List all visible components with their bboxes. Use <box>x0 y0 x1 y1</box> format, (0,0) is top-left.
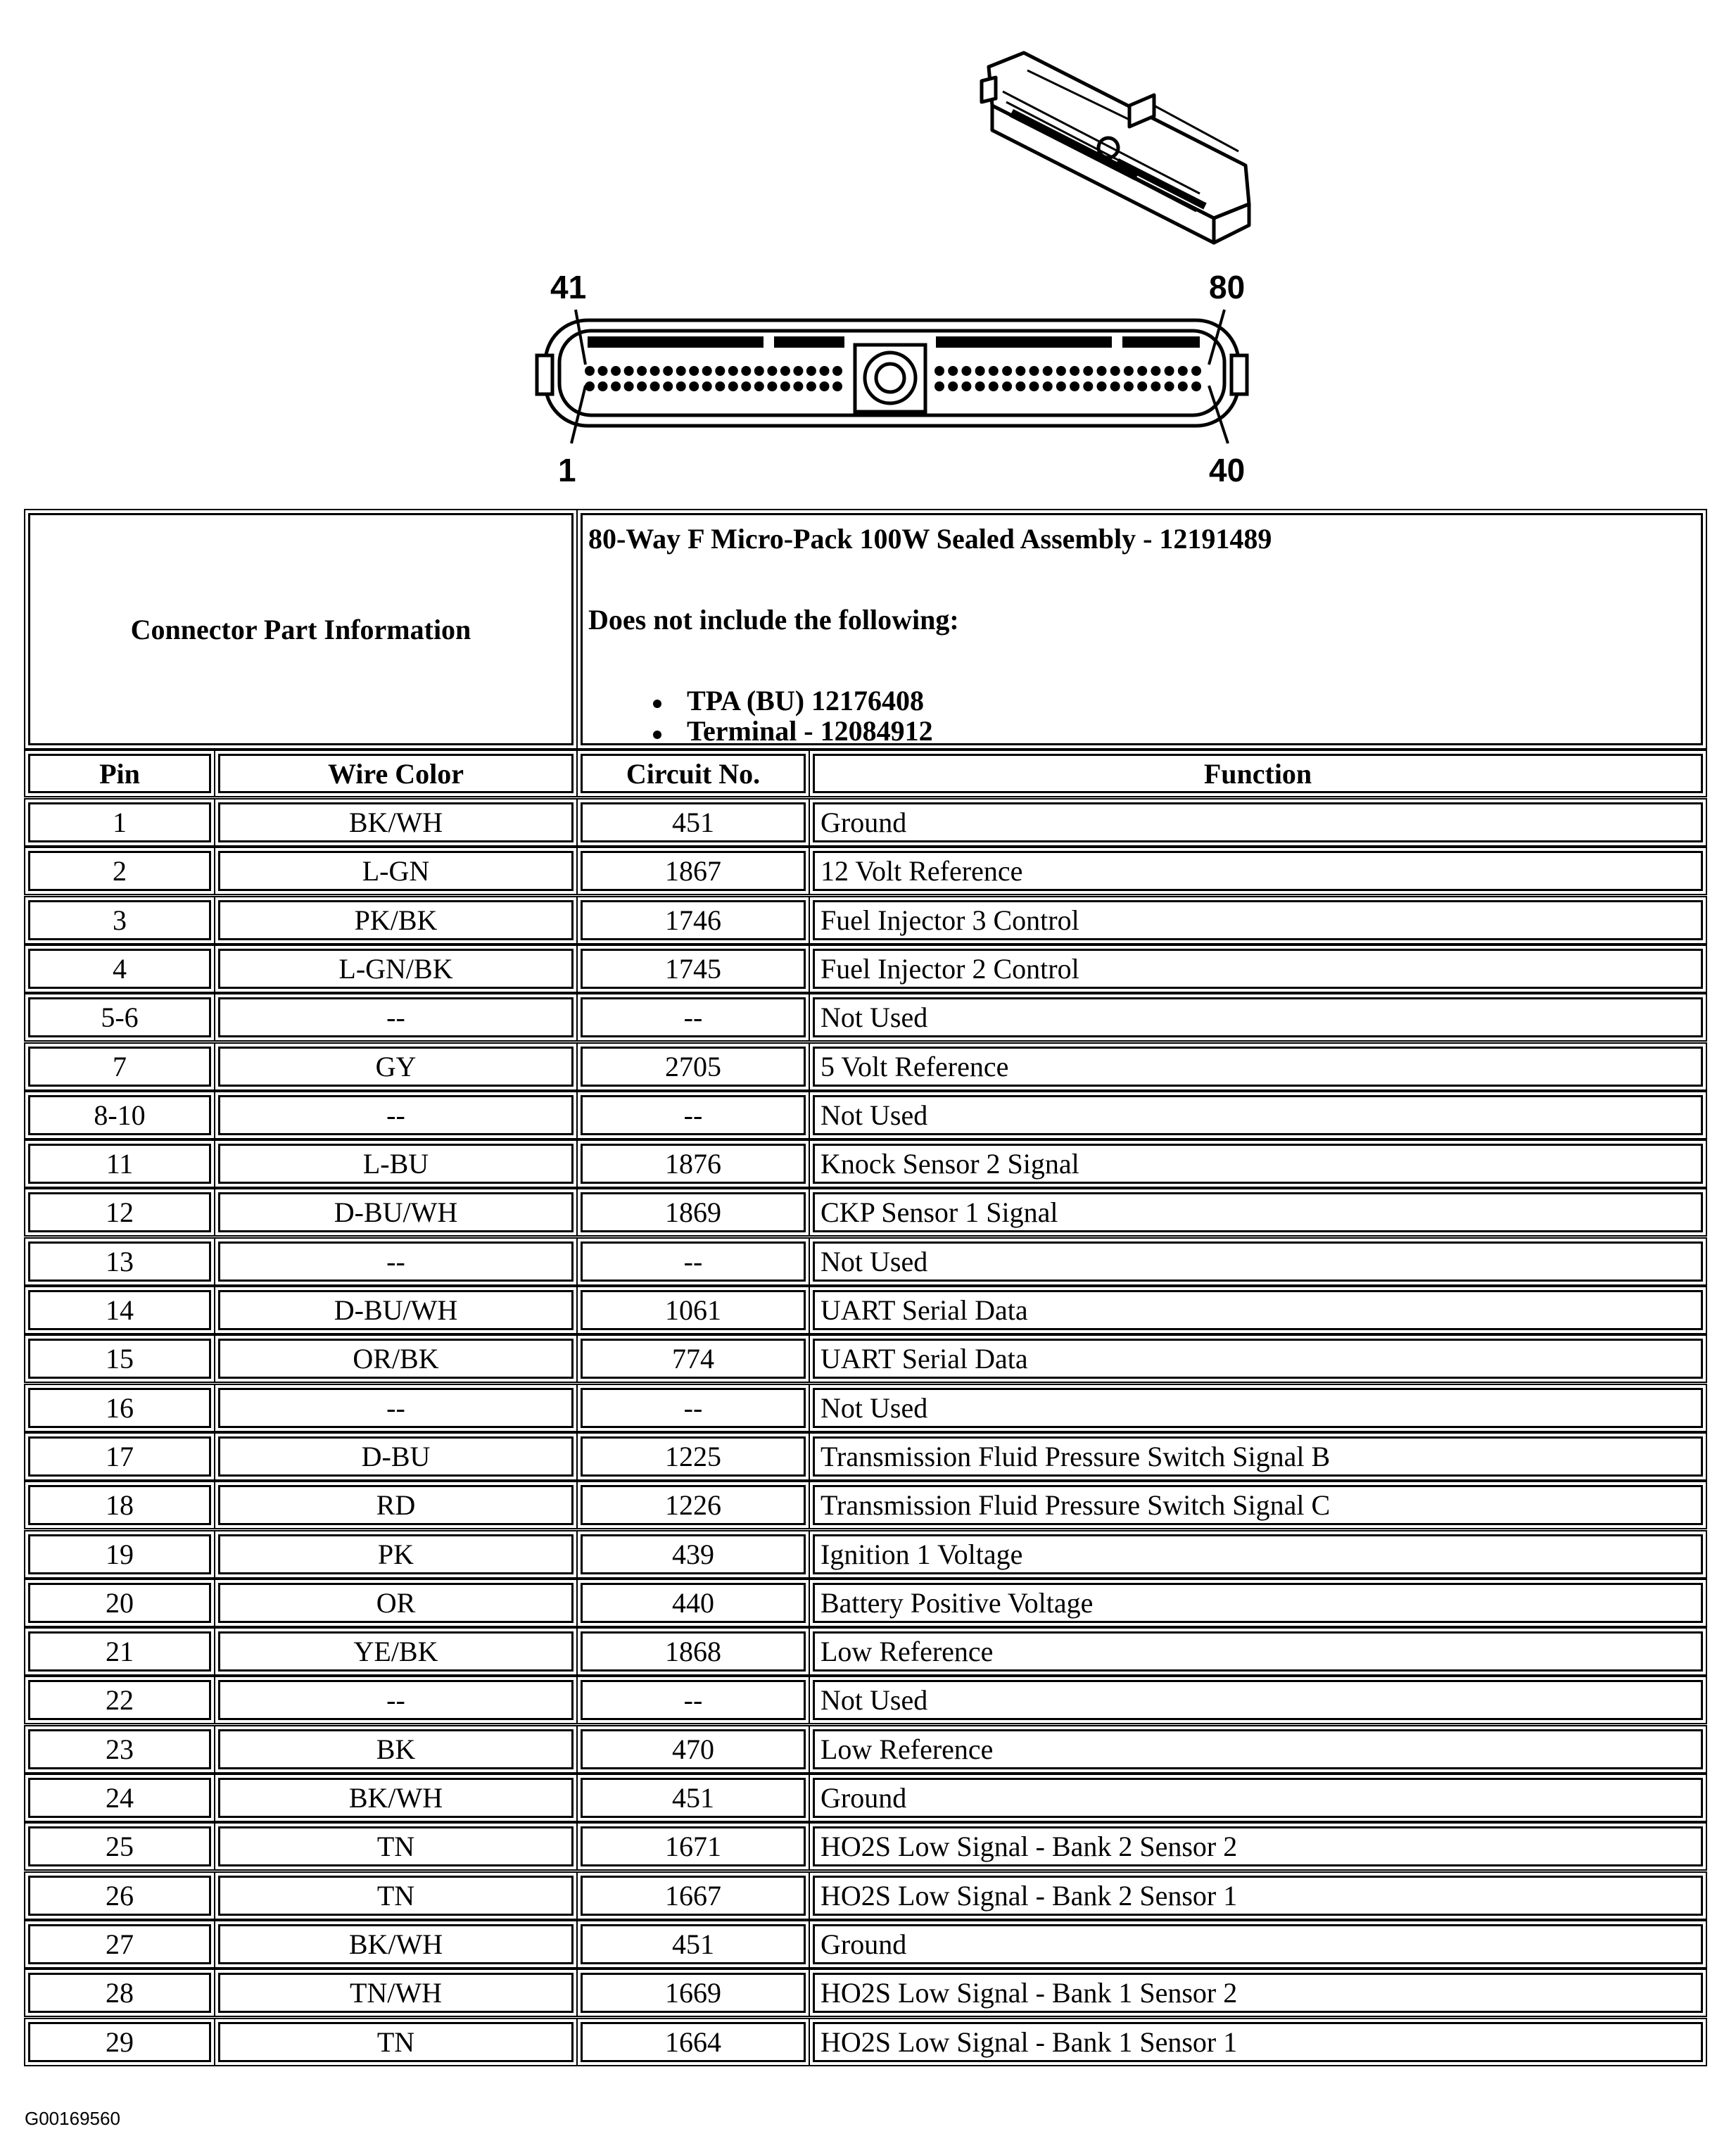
cell-pin: 26 <box>28 1876 211 1916</box>
cell-wire-color: TN/WH <box>218 1973 574 2013</box>
cell-function: Ground <box>813 1778 1703 1818</box>
cell-pin: 1 <box>28 802 211 842</box>
cell-wire-color: PK/BK <box>218 900 574 940</box>
cell-function: Battery Positive Voltage <box>813 1583 1703 1623</box>
cell-function: Fuel Injector 3 Control <box>813 900 1703 940</box>
cell-function: Knock Sensor 2 Signal <box>813 1144 1703 1184</box>
cell-wire-color: -- <box>218 997 574 1037</box>
cell-circuit-no: -- <box>581 1388 806 1428</box>
cell-wire-color: OR <box>218 1583 574 1623</box>
cell-pin: 5-6 <box>28 997 211 1037</box>
cell-wire-color: GY <box>218 1047 574 1087</box>
pin-label-41: 41 <box>550 269 587 305</box>
cell-wire-color: -- <box>218 1388 574 1428</box>
cell-pin: 23 <box>28 1729 211 1769</box>
cell-function: Ground <box>813 1924 1703 1964</box>
cell-circuit-no: -- <box>581 1242 806 1282</box>
cell-circuit-no: -- <box>581 1680 806 1720</box>
header-wire-color: Wire Color <box>218 754 574 793</box>
cell-pin: 15 <box>28 1339 211 1379</box>
cell-circuit-no: 1667 <box>581 1876 806 1916</box>
cell-circuit-no: 440 <box>581 1583 806 1623</box>
cell-circuit-no: 1876 <box>581 1144 806 1184</box>
cell-circuit-no: 470 <box>581 1729 806 1769</box>
cell-circuit-no: 1226 <box>581 1485 806 1525</box>
cell-function: HO2S Low Signal - Bank 1 Sensor 1 <box>813 2022 1703 2062</box>
cell-function: Not Used <box>813 1388 1703 1428</box>
cell-pin: 20 <box>28 1583 211 1623</box>
cell-circuit-no: 1867 <box>581 851 806 891</box>
cell-pin: 17 <box>28 1436 211 1477</box>
cell-circuit-no: 1061 <box>581 1290 806 1330</box>
cell-pin: 7 <box>28 1047 211 1087</box>
cell-wire-color: PK <box>218 1534 574 1574</box>
cell-circuit-no: 1225 <box>581 1436 806 1477</box>
cell-wire-color: L-GN/BK <box>218 949 574 989</box>
cell-function: Transmission Fluid Pressure Switch Signal C <box>813 1485 1703 1525</box>
cell-wire-color: TN <box>218 1826 574 1866</box>
cell-circuit-no: 774 <box>581 1339 806 1379</box>
cell-function: Not Used <box>813 997 1703 1037</box>
cell-circuit-no: -- <box>581 1095 806 1135</box>
bullet-icon <box>653 700 661 708</box>
cell-pin: 3 <box>28 900 211 940</box>
cell-function: 5 Volt Reference <box>813 1047 1703 1087</box>
cell-pin: 24 <box>28 1778 211 1818</box>
excluded-item: Terminal - 12084912 <box>687 715 933 747</box>
cell-wire-color: TN <box>218 1876 574 1916</box>
cell-circuit-no: 2705 <box>581 1047 806 1087</box>
cell-pin: 25 <box>28 1826 211 1866</box>
figure-id: G00169560 <box>25 2108 120 2129</box>
cell-wire-color: L-BU <box>218 1144 574 1184</box>
cell-pin: 22 <box>28 1680 211 1720</box>
cell-circuit-no: 1745 <box>581 949 806 989</box>
cell-wire-color: TN <box>218 2022 574 2062</box>
cell-function: Not Used <box>813 1680 1703 1720</box>
cell-wire-color: D-BU/WH <box>218 1290 574 1330</box>
cell-pin: 21 <box>28 1631 211 1672</box>
cell-wire-color: BK/WH <box>218 1924 574 1964</box>
assembly-name: 80-Way F Micro-Pack 100W Sealed Assembly - 12191489 <box>588 523 1272 555</box>
header-function: Function <box>813 754 1703 793</box>
cell-function: CKP Sensor 1 Signal <box>813 1192 1703 1232</box>
cell-wire-color: D-BU <box>218 1436 574 1477</box>
cell-function: Low Reference <box>813 1729 1703 1769</box>
cell-wire-color: YE/BK <box>218 1631 574 1672</box>
cell-function: HO2S Low Signal - Bank 1 Sensor 2 <box>813 1973 1703 2013</box>
cell-wire-color: -- <box>218 1242 574 1282</box>
cell-circuit-no: 451 <box>581 1778 806 1818</box>
connector-info-label: Connector Part Information <box>28 513 574 745</box>
cell-pin: 29 <box>28 2022 211 2062</box>
cell-pin: 27 <box>28 1924 211 1964</box>
cell-wire-color: D-BU/WH <box>218 1192 574 1232</box>
cell-circuit-no: 1868 <box>581 1631 806 1672</box>
cell-function: Transmission Fluid Pressure Switch Signal B <box>813 1436 1703 1477</box>
cell-function: HO2S Low Signal - Bank 2 Sensor 2 <box>813 1826 1703 1866</box>
cell-wire-color: RD <box>218 1485 574 1525</box>
cell-circuit-no: 439 <box>581 1534 806 1574</box>
pin-label-40: 40 <box>1209 452 1246 488</box>
header-circuit-no: Circuit No. <box>581 754 806 793</box>
cell-pin: 8-10 <box>28 1095 211 1135</box>
excludes-heading: Does not include the following: <box>588 604 959 636</box>
cell-pin: 4 <box>28 949 211 989</box>
cell-function: 12 Volt Reference <box>813 851 1703 891</box>
cell-circuit-no: 1869 <box>581 1192 806 1232</box>
cell-wire-color: BK/WH <box>218 802 574 842</box>
cell-function: HO2S Low Signal - Bank 2 Sensor 1 <box>813 1876 1703 1916</box>
header-pin: Pin <box>28 754 211 793</box>
cell-circuit-no: 451 <box>581 1924 806 1964</box>
cell-function: Ground <box>813 802 1703 842</box>
pin-label-1: 1 <box>558 452 576 488</box>
cell-pin: 2 <box>28 851 211 891</box>
cell-function: Fuel Injector 2 Control <box>813 949 1703 989</box>
cell-circuit-no: -- <box>581 997 806 1037</box>
cell-wire-color: BK <box>218 1729 574 1769</box>
cell-wire-color: -- <box>218 1680 574 1720</box>
cell-circuit-no: 1664 <box>581 2022 806 2062</box>
connector-iso-illustration <box>0 0 1736 507</box>
excluded-item: TPA (BU) 12176408 <box>687 685 925 716</box>
cell-pin: 16 <box>28 1388 211 1428</box>
cell-function: Not Used <box>813 1242 1703 1282</box>
connector-info-details <box>581 513 1703 745</box>
cell-pin: 12 <box>28 1192 211 1232</box>
cell-pin: 13 <box>28 1242 211 1282</box>
cell-pin: 28 <box>28 1973 211 2013</box>
bullet-icon <box>653 731 661 739</box>
cell-function: Ignition 1 Voltage <box>813 1534 1703 1574</box>
cell-pin: 19 <box>28 1534 211 1574</box>
cell-circuit-no: 451 <box>581 802 806 842</box>
cell-circuit-no: 1671 <box>581 1826 806 1866</box>
cell-function: Low Reference <box>813 1631 1703 1672</box>
cell-wire-color: L-GN <box>218 851 574 891</box>
pin-label-80: 80 <box>1209 269 1246 305</box>
connector-figure <box>0 0 1736 507</box>
cell-pin: 18 <box>28 1485 211 1525</box>
cell-wire-color: OR/BK <box>218 1339 574 1379</box>
cell-pin: 14 <box>28 1290 211 1330</box>
cell-function: Not Used <box>813 1095 1703 1135</box>
cell-function: UART Serial Data <box>813 1339 1703 1379</box>
cell-wire-color: -- <box>218 1095 574 1135</box>
cell-circuit-no: 1746 <box>581 900 806 940</box>
cell-circuit-no: 1669 <box>581 1973 806 2013</box>
cell-pin: 11 <box>28 1144 211 1184</box>
cell-wire-color: BK/WH <box>218 1778 574 1818</box>
cell-function: UART Serial Data <box>813 1290 1703 1330</box>
